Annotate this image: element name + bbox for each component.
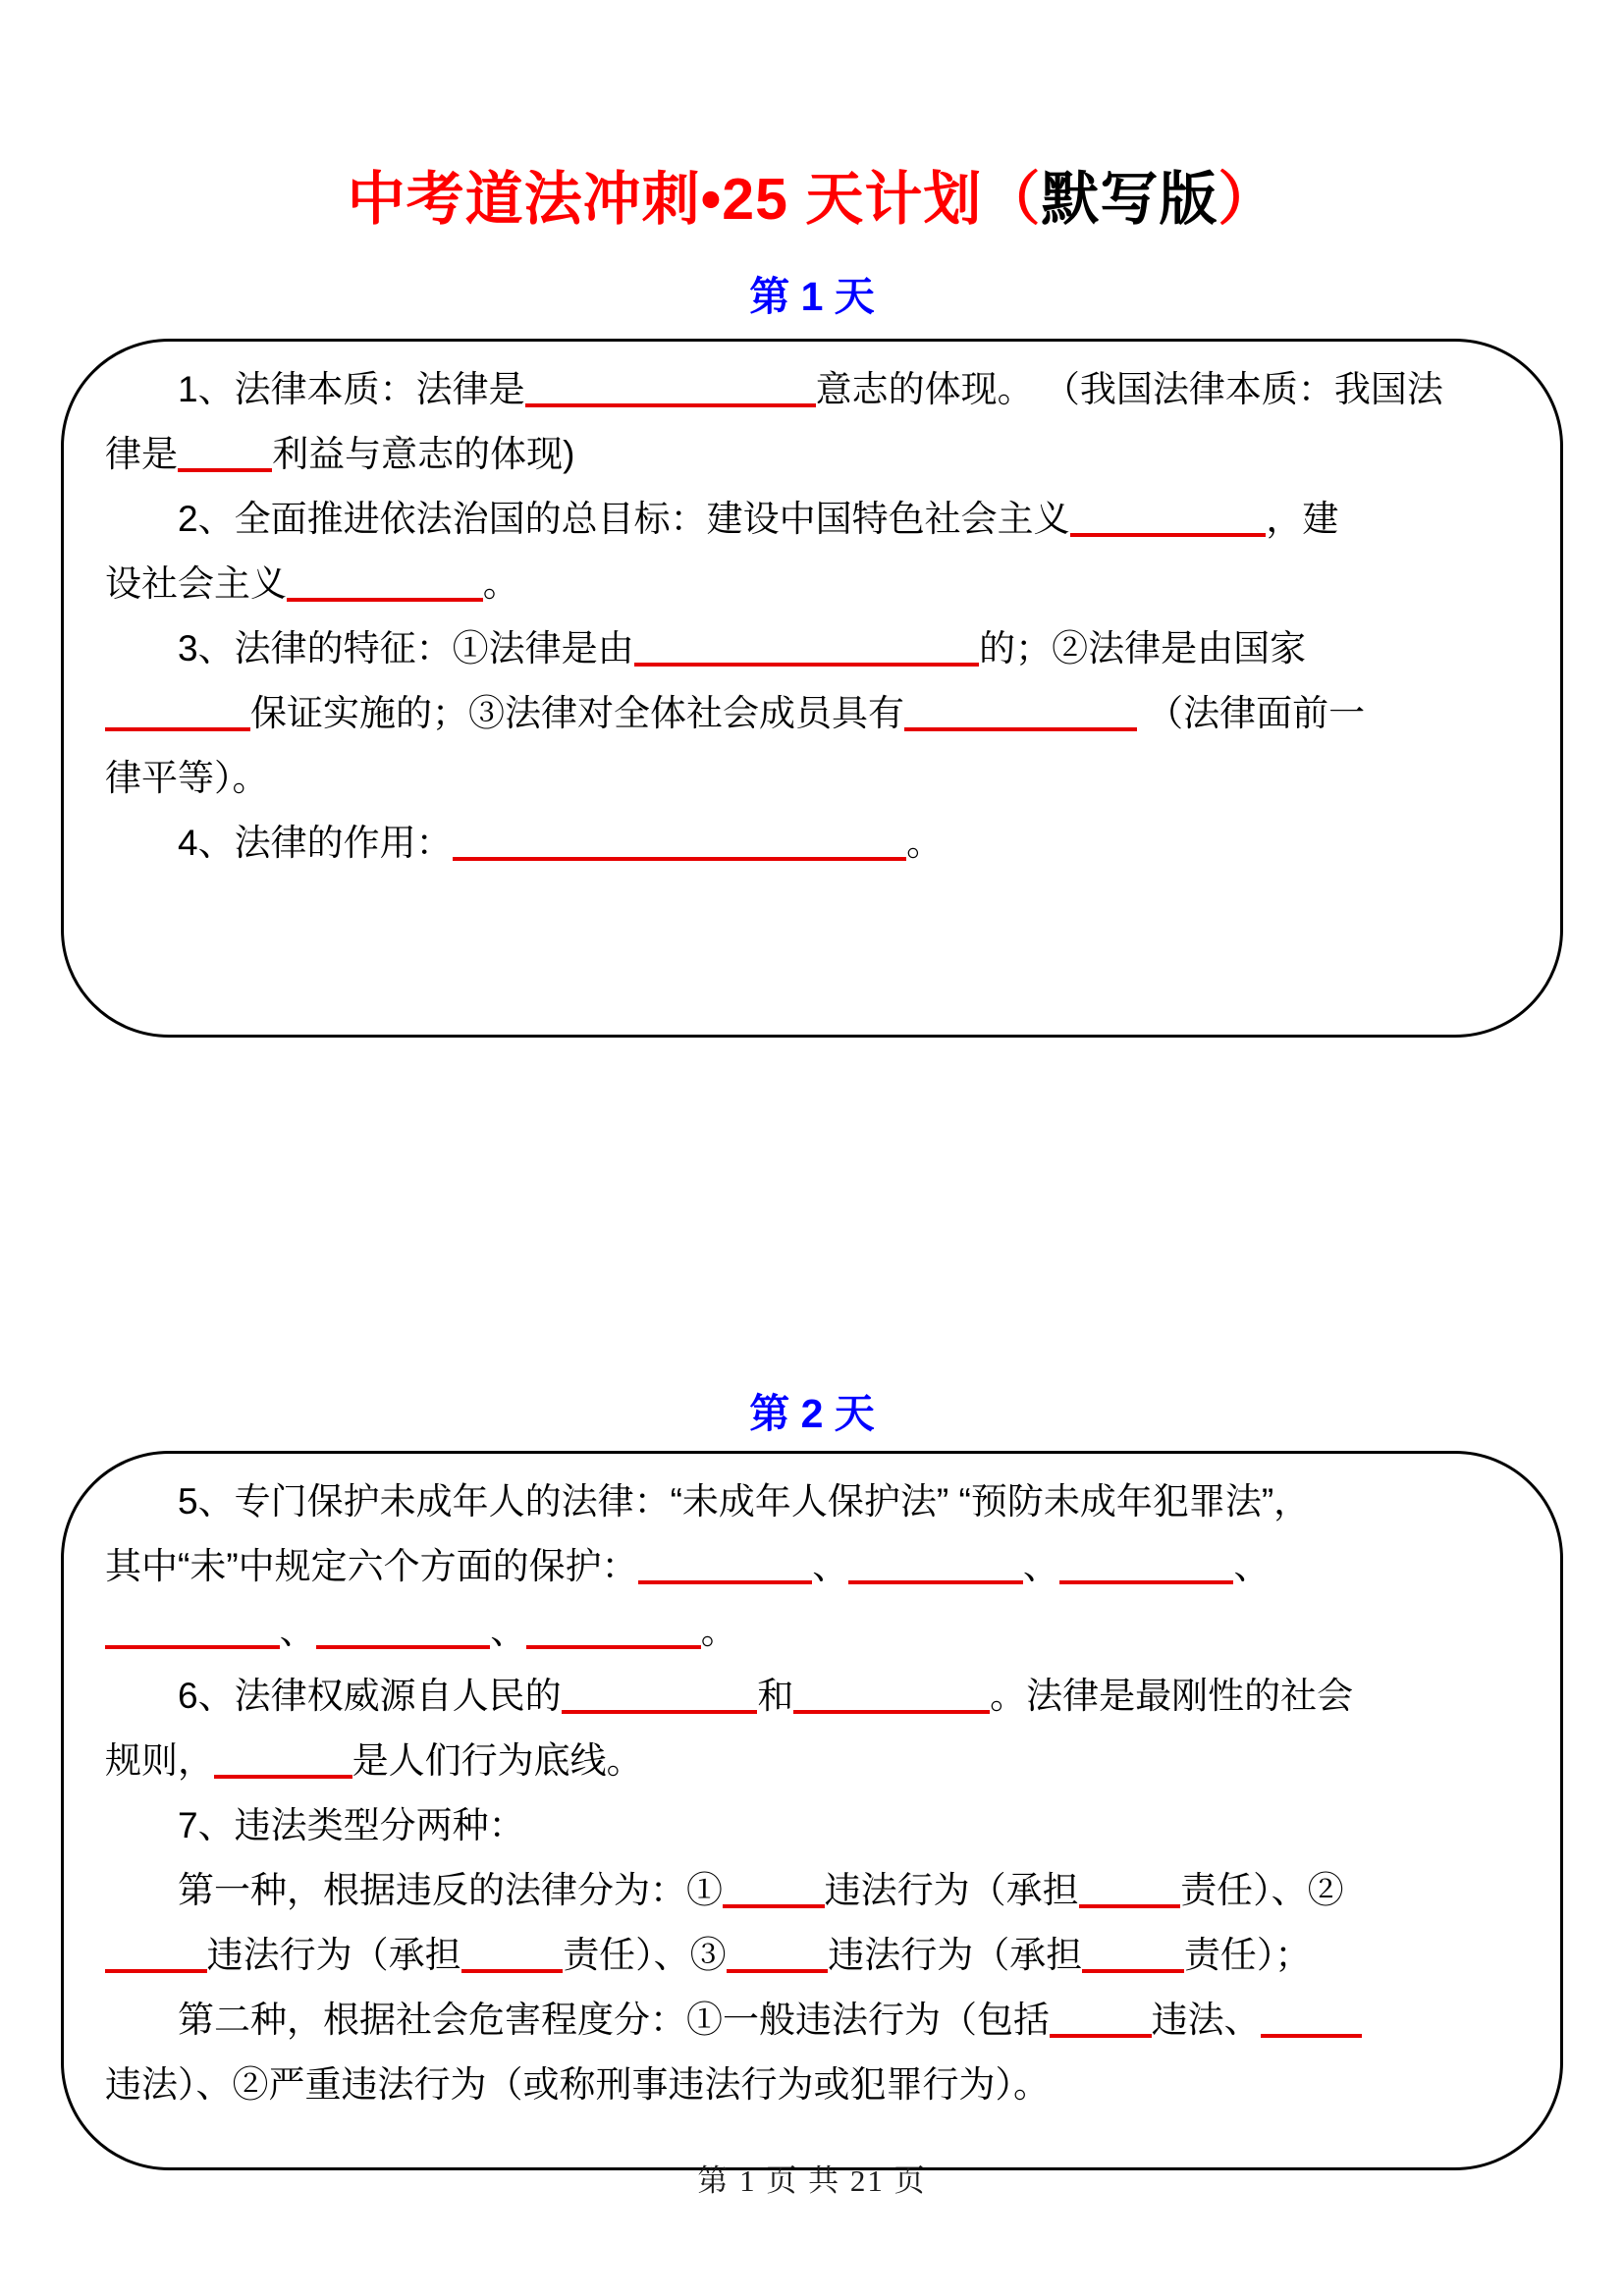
day-2-heading: 第 2 天 — [749, 1391, 875, 1436]
text-line — [105, 552, 1517, 616]
blank-underline — [1059, 1576, 1234, 1584]
text-run: （法律面前一 — [1136, 693, 1366, 733]
text-run: 违法）、②严重违法行为（或称刑事违法行为或犯罪行为）。 — [105, 2064, 1050, 2105]
blank-underline — [1082, 1965, 1184, 1973]
blank-underline — [634, 659, 980, 667]
text-line — [105, 1923, 1517, 1988]
text-run: 规则， — [105, 1740, 214, 1781]
text-line — [105, 616, 1517, 681]
blank-underline — [727, 1965, 829, 1973]
blank-underline — [105, 1641, 280, 1649]
text-line — [105, 1793, 1517, 1858]
text-run: 2、全面推进依法治国的总目标：建设中国特色社会主义 — [105, 499, 1070, 539]
text-run: 、 — [490, 1611, 527, 1651]
blank-underline — [287, 594, 483, 602]
text-run: 4、法律的作用： — [105, 823, 453, 863]
text-line — [105, 2053, 1517, 2117]
text-run: 设社会主义 — [105, 563, 287, 604]
title-main-red: 中考道法冲刺•25 天计划（ — [347, 167, 1042, 232]
text-run: 。法律是最刚性的社会 — [990, 1676, 1354, 1716]
text-run: 违法行为（承担 — [824, 1870, 1079, 1910]
page-title — [0, 167, 1624, 234]
blank-underline — [316, 1641, 491, 1649]
blank-underline — [1079, 1900, 1181, 1908]
blank-underline — [105, 1965, 207, 1973]
title-edition-label: 默写版 — [1041, 167, 1218, 232]
text-run: 责任）、③ — [563, 1935, 727, 1975]
text-run: 。 — [700, 1611, 737, 1651]
blank-underline — [214, 1771, 352, 1779]
text-run: 6、法律权威源自人民的 — [105, 1676, 562, 1716]
blank-underline — [848, 1576, 1023, 1584]
text-line — [105, 1469, 1517, 1534]
day-1-heading: 第 1 天 — [749, 274, 875, 319]
blank-underline — [723, 1900, 825, 1908]
blank-underline — [793, 1706, 990, 1714]
text-line — [105, 422, 1517, 487]
text-run: 的；②法律是由国家 — [979, 628, 1307, 668]
text-line — [105, 1534, 1517, 1599]
text-run: 违法行为（承担 — [828, 1935, 1083, 1975]
text-run: ，建 — [1266, 499, 1339, 539]
page-number-footer: 第 1 页 共 21 页 — [697, 2163, 927, 2198]
text-line — [105, 357, 1517, 422]
text-run: 责任）； — [1183, 1935, 1312, 1975]
blank-underline — [461, 1965, 564, 1973]
text-run: 其中“未”中规定六个方面的保护： — [105, 1546, 638, 1586]
day-1-content-box — [61, 339, 1563, 1038]
blank-underline — [638, 1576, 813, 1584]
text-line — [105, 681, 1517, 746]
blank-underline — [105, 723, 250, 731]
text-run: 保证实施的；③法律对全体社会成员具有 — [250, 693, 904, 733]
text-line — [105, 487, 1517, 552]
text-run: 、 — [1233, 1546, 1271, 1586]
text-line — [105, 811, 1517, 876]
text-line — [105, 1858, 1517, 1923]
text-run: 是人们行为底线。 — [352, 1740, 643, 1781]
blank-underline — [1261, 2030, 1363, 2038]
blank-underline — [1050, 2030, 1152, 2038]
blank-underline — [904, 723, 1137, 731]
blank-underline — [178, 464, 272, 472]
text-run: 律平等）。 — [105, 758, 269, 798]
text-run: 律是 — [105, 434, 178, 474]
blank-underline — [453, 853, 907, 861]
text-line — [105, 746, 1517, 811]
title-close-paren: ） — [1218, 167, 1277, 232]
text-line — [105, 1599, 1517, 1664]
text-run: 1、法律本质：法律是 — [105, 369, 525, 409]
text-run: 、 — [1022, 1546, 1059, 1586]
text-run: 。 — [482, 563, 519, 604]
text-run: 5、专门保护未成年人的法律：“未成年人保护法” “预防未成年犯罪法”， — [105, 1481, 1311, 1522]
text-run: 违法行为（承担 — [206, 1935, 461, 1975]
text-run: 、 — [812, 1546, 849, 1586]
text-run: 责任）、② — [1180, 1870, 1344, 1910]
text-run: 意志的体现。 （我国法律本质：我国法 — [815, 369, 1443, 409]
text-run: 和 — [757, 1676, 794, 1716]
text-line — [105, 1729, 1517, 1793]
text-line — [105, 1664, 1517, 1729]
blank-underline — [1070, 529, 1267, 537]
text-run: 7、违法类型分两种： — [105, 1805, 525, 1845]
text-run: 违法、 — [1151, 2000, 1261, 2040]
day-2-content-box — [61, 1451, 1563, 2170]
blank-underline — [526, 1641, 701, 1649]
text-run: 。 — [906, 823, 944, 863]
blank-underline — [562, 1706, 758, 1714]
text-run: 利益与意志的体现) — [272, 434, 575, 474]
text-run: 3、法律的特征：①法律是由 — [105, 628, 634, 668]
blank-underline — [525, 400, 816, 407]
text-run: 第一种，根据违反的法律分为：① — [105, 1870, 723, 1910]
text-line — [105, 1988, 1517, 2053]
text-run: 第二种，根据社会危害程度分：①一般违法行为（包括 — [105, 2000, 1050, 2040]
text-run: 、 — [279, 1611, 316, 1651]
